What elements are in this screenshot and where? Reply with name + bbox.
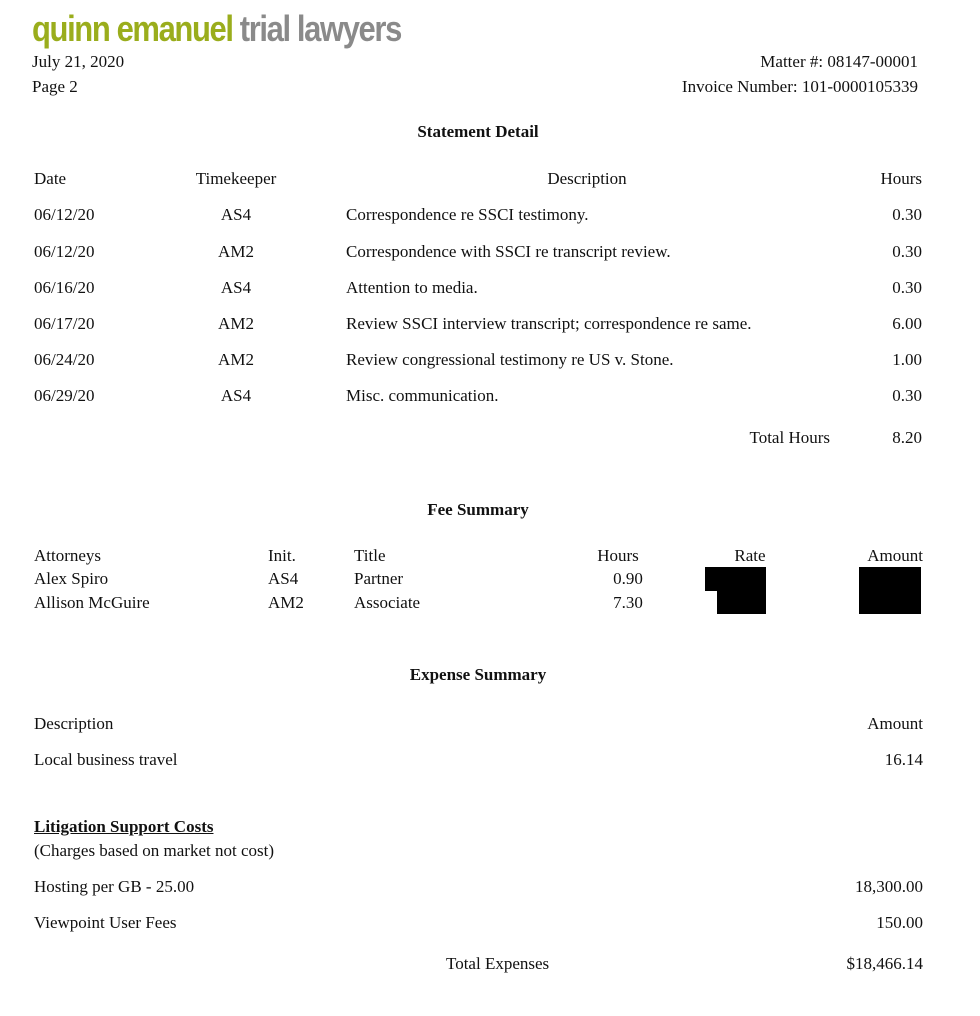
- attorney-init: AM2: [268, 593, 304, 612]
- attorney-title: Associate: [354, 593, 421, 612]
- row-hours: 6.00: [892, 314, 922, 333]
- col-timekeeper-header: Timekeeper: [195, 169, 277, 188]
- expense-local-travel-amount: 16.14: [884, 750, 923, 769]
- total-expenses-label: Total Expenses: [446, 954, 550, 973]
- row-description: Correspondence with SSCI re transcript review.: [346, 242, 671, 261]
- row-hours: 1.00: [892, 350, 922, 369]
- row-timekeeper: AM2: [218, 242, 254, 261]
- fee-col-hours: Hours: [597, 546, 639, 565]
- statement-detail-title: Statement Detail: [417, 122, 539, 141]
- attorney-hours: 7.30: [613, 593, 643, 612]
- col-date-header: Date: [34, 169, 67, 188]
- fee-col-init: Init.: [268, 546, 296, 565]
- expense-viewpoint-label: Viewpoint User Fees: [34, 913, 177, 932]
- matter-number: Matter #: 08147-00001: [760, 52, 918, 71]
- fee-col-attorneys: Attorneys: [34, 546, 102, 565]
- fee-col-amount: Amount: [867, 546, 923, 565]
- fee-col-title: Title: [354, 546, 386, 565]
- logo-firm-name: quinn emanuel: [32, 8, 233, 49]
- row-hours: 0.30: [892, 278, 922, 297]
- row-hours: 0.30: [892, 242, 922, 261]
- fee-summary-title: Fee Summary: [427, 500, 529, 519]
- col-description-header: Description: [547, 169, 627, 188]
- attorney-init: AS4: [268, 569, 299, 588]
- row-date: 06/16/20: [34, 278, 95, 297]
- amount-redaction-block: [859, 567, 921, 614]
- firm-logo: [32, 8, 401, 50]
- fee-col-rate: Rate: [734, 546, 766, 565]
- expense-local-travel-label: Local business travel: [34, 750, 178, 769]
- expense-hosting-amount: 18,300.00: [855, 877, 923, 896]
- litigation-support-note: (Charges based on market not cost): [34, 841, 274, 860]
- rate-redaction-block: [705, 567, 766, 591]
- row-hours: 0.30: [892, 386, 922, 405]
- expense-col-description: Description: [34, 714, 114, 733]
- litigation-support-heading: Litigation Support Costs: [34, 817, 214, 836]
- row-description: Review SSCI interview transcript; correspondence re same.: [346, 314, 752, 333]
- logo-tagline: trial lawyers: [239, 8, 401, 49]
- expense-col-amount: Amount: [867, 714, 923, 733]
- row-date: 06/12/20: [34, 242, 95, 261]
- expense-hosting-label: Hosting per GB - 25.00: [34, 877, 195, 896]
- row-timekeeper: AS4: [220, 386, 252, 405]
- row-description: Review congressional testimony re US v. Stone.: [346, 350, 674, 369]
- row-date: 06/29/20: [34, 386, 95, 405]
- expense-viewpoint-amount: 150.00: [876, 913, 923, 932]
- row-description: Attention to media.: [346, 278, 478, 297]
- row-timekeeper: AS4: [220, 278, 252, 297]
- col-hours-header: Hours: [880, 169, 922, 188]
- row-date: 06/24/20: [34, 350, 95, 369]
- expense-summary-title: Expense Summary: [409, 665, 547, 684]
- attorney-name: Allison McGuire: [34, 593, 150, 612]
- row-description: Misc. communication.: [346, 386, 499, 405]
- total-expenses-value: $18,466.14: [846, 954, 923, 973]
- rate-redaction-block: [717, 589, 766, 614]
- row-date: 06/12/20: [34, 205, 95, 224]
- total-hours-label: Total Hours: [749, 428, 830, 447]
- row-description: Correspondence re SSCI testimony.: [346, 205, 589, 224]
- row-timekeeper: AM2: [218, 314, 254, 333]
- page-number: Page 2: [32, 77, 78, 96]
- attorney-hours: 0.90: [613, 569, 643, 588]
- attorney-title: Partner: [354, 569, 404, 588]
- invoice-number: Invoice Number: 101-0000105339: [681, 77, 918, 96]
- total-hours-value: 8.20: [892, 428, 922, 447]
- attorney-name: Alex Spiro: [34, 569, 109, 588]
- row-timekeeper: AS4: [220, 205, 252, 224]
- invoice-date: July 21, 2020: [32, 52, 125, 71]
- row-date: 06/17/20: [34, 314, 95, 333]
- row-timekeeper: AM2: [218, 350, 254, 369]
- row-hours: 0.30: [892, 205, 922, 224]
